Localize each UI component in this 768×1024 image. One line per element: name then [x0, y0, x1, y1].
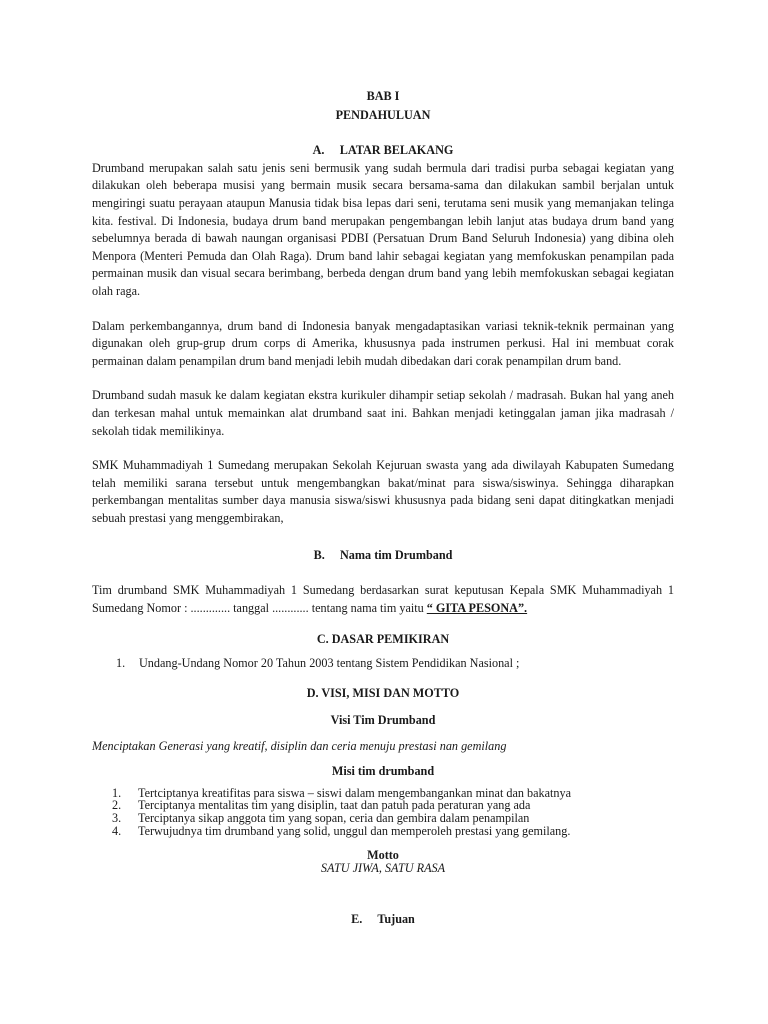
- misi-list: [92, 787, 674, 837]
- list-item-text: Terwujudnya tim drumband yang solid, unggul dan memperoleh prestasi yang gemilang.: [138, 823, 571, 838]
- section-b-title: Nama tim Drumband: [340, 548, 453, 563]
- section-b-heading: [92, 547, 674, 565]
- section-c-list: [92, 657, 674, 670]
- motto-title: Motto: [367, 848, 399, 863]
- list-item-number: 2.: [112, 798, 122, 813]
- team-name: “ GITA PESONA”.: [426, 600, 528, 615]
- visi-text: Menciptakan Generasi yang kreatif, disiplin dan ceria menuju prestasi nan gemilang: [92, 738, 507, 753]
- section-d-heading: D. VISI, MISI DAN MOTTO: [306, 686, 460, 701]
- section-b-paragraph: [92, 582, 674, 617]
- chapter-title: PENDAHULUAN: [335, 107, 431, 122]
- list-item-number: 3.: [112, 811, 122, 825]
- section-b-text: Tim drumband SMK Muhammadiyah 1 Sumedang berdasarkan surat keputusan Kepala SMK Muhammadiyah 1 Sumedang Nomor : ............. tanggal ............ tentang nama tim yaitu: [92, 583, 674, 615]
- section-a-paragraph-3: Drumband sudah masuk ke dalam kegiatan ekstra kurikuler dihampir setiap sekolah / madrasah. Bukan hal yang aneh dan terkesan mahal untuk memainkan alat drumband saat ini. Bahkan menjadi ketinggalan jaman jika madrasah / sekolah tidak memilikinya.: [92, 388, 674, 438]
- section-a-paragraph-4: SMK Muhammadiyah 1 Sumedang merupakan Sekolah Kejuruan swasta yang ada diwilayah Kabupaten Sumedang telah memiliki sarana tersebut untuk mengembangkan bakat/minat para siswa/siswinya. Sehingga diharapkan perkembangan mentalitas sumber daya manusia siswa/siswi khususnya pada bidang seni dapat ditingkatkan menjadi sebuah prestasi yang menggembirakan,: [92, 458, 674, 525]
- list-item-number: 4.: [112, 823, 122, 838]
- section-a-heading: [92, 142, 674, 160]
- section-c-heading: C. DASAR PEMIKIRAN: [316, 632, 450, 647]
- section-e-heading: [92, 911, 674, 929]
- section-a-paragraph-1: Drumband merupakan salah satu jenis seni bermusik yang sudah bermula dari tradisi purba sebagai kegiatan yang dilakukan oleh beberapa musisi yang bermain musik secara bersama-sama dan dilakukan sambil berjalan untuk mengiringi suatu perayaan ataupun Manusia tidak bisa lepas dari seni, terutama seni musik yang memanjakan telinga kita. festival. Di Indonesia, budaya drum band merupakan pengembangan lebih lanjut atas budaya drum band yang sebelumnya berada di bawah naungan organisasi PDBI (Persatuan Drum Band Seluruh Indonesia) yang dibina oleh Menpora (Menteri Pemuda dan Olah Raga). Drum band lahir sebagai kegiatan yang memfokuskan penampilan pada permainan musik dan visual secara berimbang, berbeda dengan drum band yang lebih memfokuskan sebagai kegiatan olah raga.: [92, 160, 674, 298]
- list-item-text: Terciptanya mentalitas tim yang disiplin, taat dan patuh pada peraturan yang ada: [138, 798, 531, 813]
- list-item-number: 1.: [112, 785, 122, 800]
- document-page: [92, 88, 674, 929]
- list-item: [92, 657, 674, 670]
- misi-title: Misi tim drumband: [331, 764, 435, 779]
- list-item-text: Terciptanya sikap anggota tim yang sopan, ceria dan gembira dalam penampilan: [138, 811, 530, 825]
- list-item: [92, 825, 674, 838]
- section-a-title: LATAR BELAKANG: [339, 143, 454, 158]
- section-b-number: B.: [313, 548, 325, 563]
- motto-text: SATU JIWA, SATU RASA: [320, 861, 446, 876]
- section-e-title: Tujuan: [377, 912, 415, 927]
- list-item-number: 1.: [116, 655, 126, 670]
- chapter-label: BAB I: [366, 89, 400, 103]
- section-a-paragraph-2: Dalam perkembangannya, drum band di Indonesia banyak mengadaptasikan variasi teknik-teknik permainan yang digunakan oleh grup-grup drum corps di Amerika, khususnya pada instrumen perkusi. Hal ini membuat corak permainan dalam penampilan drum band menjadi lebih mudah dibedakan dari corak penampilan drum band.: [92, 318, 674, 368]
- list-item-text: Undang-Undang Nomor 20 Tahun 2003 tentang Sistem Pendidikan Nasional ;: [139, 655, 520, 670]
- visi-title: Visi Tim Drumband: [330, 713, 436, 728]
- section-a-number: A.: [312, 143, 325, 158]
- section-e-number: E.: [351, 912, 363, 927]
- list-item-text: Tertciptanya kreatifitas para siswa – siswi dalam mengembangankan minat dan bakatnya: [138, 785, 572, 800]
